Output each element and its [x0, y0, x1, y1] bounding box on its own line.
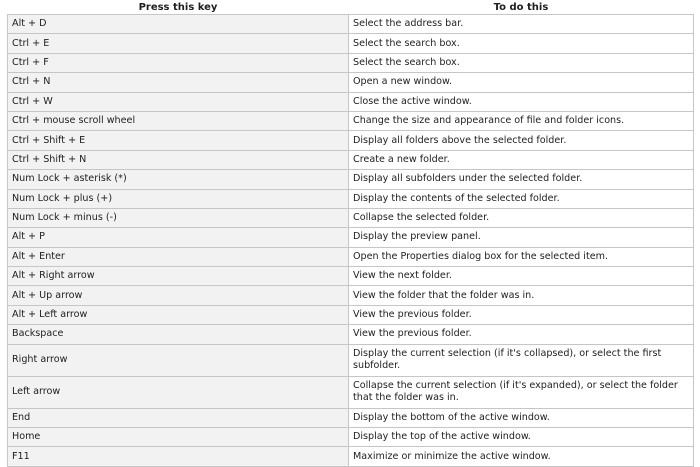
- shortcut-key-cell: Left arrow: [8, 376, 349, 408]
- table-row: [8, 111, 694, 130]
- shortcut-key-cell: Home: [8, 428, 349, 447]
- shortcut-action-cell: View the folder that the folder was in.: [349, 286, 694, 305]
- shortcut-key-cell: Num Lock + plus (+): [8, 189, 349, 208]
- table-row: [8, 131, 694, 150]
- shortcut-key-cell: Alt + P: [8, 228, 349, 247]
- table-header-row: [8, 0, 694, 15]
- shortcut-action-cell: Select the search box.: [349, 53, 694, 72]
- shortcut-action-cell: Display the contents of the selected folder.: [349, 189, 694, 208]
- shortcut-key-cell: Alt + Left arrow: [8, 305, 349, 324]
- table-row: [8, 447, 694, 466]
- table-row: [8, 170, 694, 189]
- shortcut-action-cell: Display the preview panel.: [349, 228, 694, 247]
- shortcut-key-cell: Ctrl + N: [8, 73, 349, 92]
- table-row: [8, 92, 694, 111]
- shortcut-action-cell: Change the size and appearance of file and folder icons.: [349, 111, 694, 130]
- shortcut-action-cell: Open the Properties dialog box for the selected item.: [349, 247, 694, 266]
- shortcut-key-cell: Backspace: [8, 325, 349, 344]
- shortcut-action-cell: Display the bottom of the active window.: [349, 408, 694, 427]
- table-row: [8, 73, 694, 92]
- table-row: [8, 325, 694, 344]
- header-press-key: Press this key: [8, 0, 349, 15]
- shortcut-key-cell: Alt + Up arrow: [8, 286, 349, 305]
- shortcut-key-cell: Num Lock + minus (-): [8, 208, 349, 227]
- shortcut-key-cell: Ctrl + Shift + E: [8, 131, 349, 150]
- shortcut-action-cell: View the next folder.: [349, 267, 694, 286]
- shortcut-action-cell: Select the address bar.: [349, 15, 694, 34]
- shortcut-key-cell: Ctrl + W: [8, 92, 349, 111]
- shortcut-key-cell: End: [8, 408, 349, 427]
- shortcut-action-cell: Collapse the current selection (if it's expanded), or select the folder that the folder was in.: [349, 376, 694, 408]
- table-row: [8, 228, 694, 247]
- table-row: [8, 53, 694, 72]
- shortcut-action-cell: View the previous folder.: [349, 305, 694, 324]
- table-row: [8, 376, 694, 408]
- table-row: [8, 344, 694, 376]
- table-row: [8, 15, 694, 34]
- shortcut-action-cell: Open a new window.: [349, 73, 694, 92]
- table-row: [8, 150, 694, 169]
- shortcut-key-cell: F11: [8, 447, 349, 466]
- header-to-do-this: To do this: [349, 0, 694, 15]
- table-row: [8, 267, 694, 286]
- shortcut-key-cell: Alt + Right arrow: [8, 267, 349, 286]
- shortcut-action-cell: Select the search box.: [349, 34, 694, 53]
- shortcut-key-cell: Ctrl + mouse scroll wheel: [8, 111, 349, 130]
- shortcut-action-cell: Display all subfolders under the selected folder.: [349, 170, 694, 189]
- table-row: [8, 247, 694, 266]
- shortcut-key-cell: Ctrl + Shift + N: [8, 150, 349, 169]
- shortcut-key-cell: Ctrl + E: [8, 34, 349, 53]
- shortcut-key-cell: Right arrow: [8, 344, 349, 376]
- shortcut-action-cell: Display all folders above the selected folder.: [349, 131, 694, 150]
- shortcut-action-cell: Display the top of the active window.: [349, 428, 694, 447]
- shortcut-key-cell: Alt + Enter: [8, 247, 349, 266]
- table-row: [8, 408, 694, 427]
- table-row: [8, 208, 694, 227]
- table-row: [8, 305, 694, 324]
- shortcut-action-cell: Collapse the selected folder.: [349, 208, 694, 227]
- table-row: [8, 189, 694, 208]
- shortcuts-table: [7, 0, 694, 467]
- table-row: [8, 428, 694, 447]
- table-row: [8, 286, 694, 305]
- shortcut-action-cell: Display the current selection (if it's collapsed), or select the first subfolder.: [349, 344, 694, 376]
- table-body: [8, 15, 694, 467]
- shortcut-action-cell: Create a new folder.: [349, 150, 694, 169]
- shortcut-action-cell: View the previous folder.: [349, 325, 694, 344]
- shortcut-key-cell: Alt + D: [8, 15, 349, 34]
- shortcut-key-cell: Ctrl + F: [8, 53, 349, 72]
- shortcut-action-cell: Maximize or minimize the active window.: [349, 447, 694, 466]
- table-row: [8, 34, 694, 53]
- shortcut-key-cell: Num Lock + asterisk (*): [8, 170, 349, 189]
- shortcut-action-cell: Close the active window.: [349, 92, 694, 111]
